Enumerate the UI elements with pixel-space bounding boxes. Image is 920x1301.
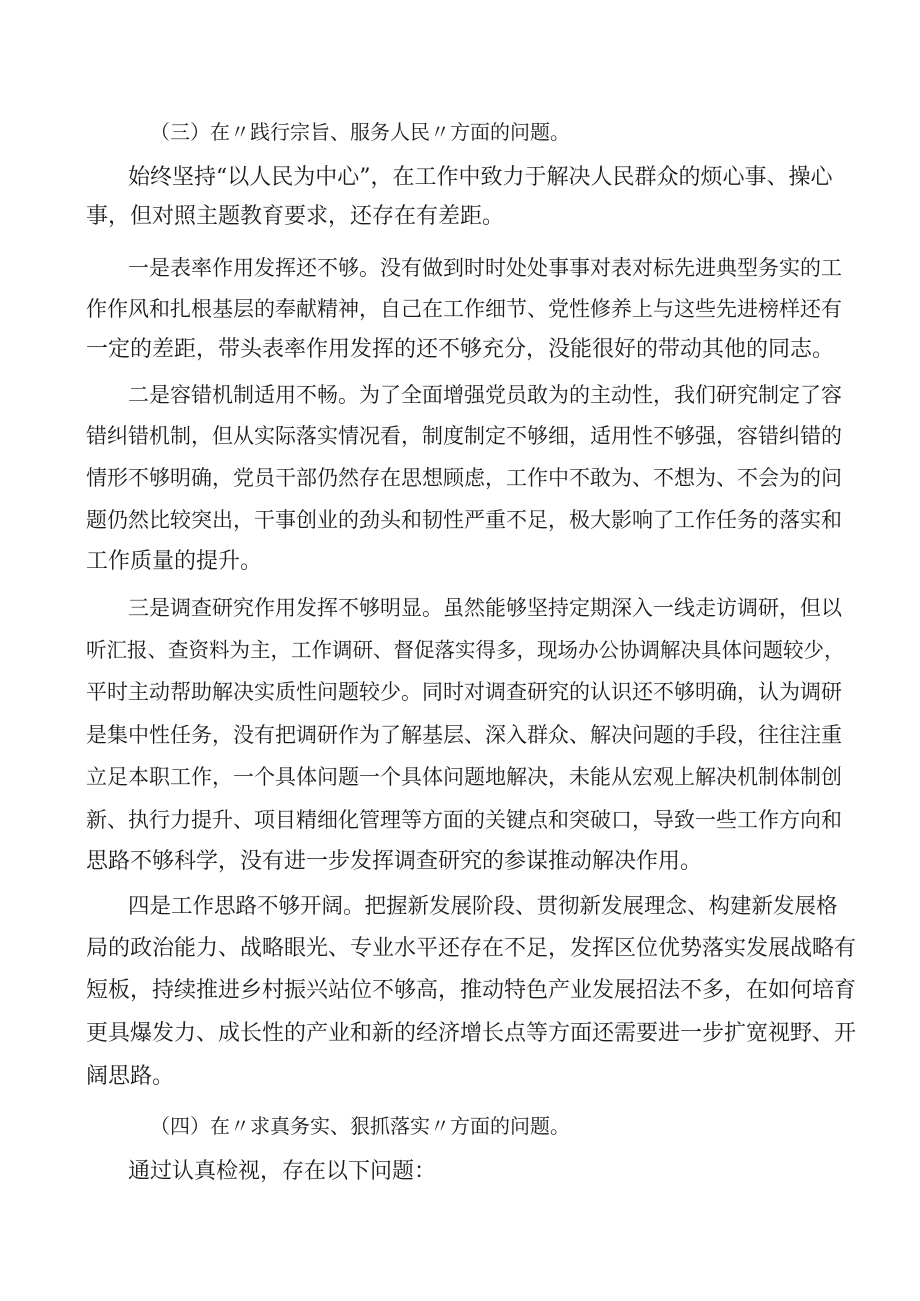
paragraph-line: 新、执行力提升、项目精细化管理等方面的关键点和突破口，导致一些工作方向和 [86, 808, 842, 832]
paragraph-line: 思路不够科学，没有进一步发挥调查研究的参谋推动解决作用。 [86, 849, 703, 874]
paragraph-line: 听汇报、查资料为主，工作调研、督促落实得多，现场办公协调解决具体问题较少， [86, 638, 845, 662]
section-heading-3: （三）在〃践行宗旨、服务人民〃方面的问题。 [150, 120, 570, 144]
paragraph-line: 四是工作思路不够开阔。把握新发展阶段、贯彻新发展理念、构建新发展格 [128, 894, 838, 919]
paragraph-line: 一定的差距，带头表率作用发挥的还不够充分，没能很好的带动其他的同志。 [86, 337, 835, 362]
paragraph-line: 一是表率作用发挥还不够。没有做到时时处处事事对表对标先进典型务实的工 [128, 256, 842, 280]
paragraph-line: 作作风和扎根基层的奉献精神，自己在工作细节、党性修养上与这些先进榜样还有 [86, 297, 842, 321]
paragraph-line: 阔思路。 [86, 1064, 175, 1089]
paragraph-line: 错纠错机制，但从实际落实情况看，制度制定不够细，适用性不够强，容错纠错的 [86, 424, 842, 448]
paragraph-line: 更具爆发力、成长性的产业和新的经济增长点等方面还需要进一步扩宽视野、开 [86, 1021, 856, 1046]
paragraph-line: 三是调查研究作用发挥不够明显。虽然能够坚持定期深入一线走访调研，但以 [128, 596, 842, 620]
paragraph-line: 工作质量的提升。 [86, 549, 263, 574]
paragraph-line: 二是容错机制适用不畅。为了全面增强党员敢为的主动性，我们研究制定了容 [128, 383, 842, 407]
paragraph-line: 事，但对照主题教育要求，还存在有差距。 [86, 204, 505, 229]
paragraph-line: 通过认真检视，存在以下问题： [128, 1159, 437, 1184]
paragraph-line: 情形不够明确，党员干部仍然存在思想顾虑，工作中不敢为、不想为、不会为的问 [86, 466, 842, 490]
paragraph-line: 立足本职工作，一个具体问题一个具体问题地解决，未能从宏观上解决机制体制创 [86, 765, 842, 789]
paragraph-line: 短板，持续推进乡村振兴站位不够高，推动特色产业发展招法不多，在如何培育 [86, 978, 856, 1003]
paragraph-line: 始终坚持“以人民为中心”，在工作中致力于解决人民群众的烦心事、操心 [128, 165, 833, 190]
paragraph-line: 平时主动帮助解决实质性问题较少。同时对调查研究的认识还不够明确，认为调研 [86, 680, 842, 704]
paragraph-line: 题仍然比较突出，干事创业的劲头和韧性严重不足，极大影响了工作任务的落实和 [86, 508, 842, 532]
paragraph-line: 局的政治能力、战略眼光、专业水平还存在不足，发挥区位优势落实发展战略有 [86, 936, 856, 961]
section-heading-4: （四）在〃求真务实、狠抓落实〃方面的问题。 [150, 1114, 570, 1138]
paragraph-line: 是集中性任务，没有把调研作为了解基层、深入群众、解决问题的手段，往往注重 [86, 723, 842, 747]
